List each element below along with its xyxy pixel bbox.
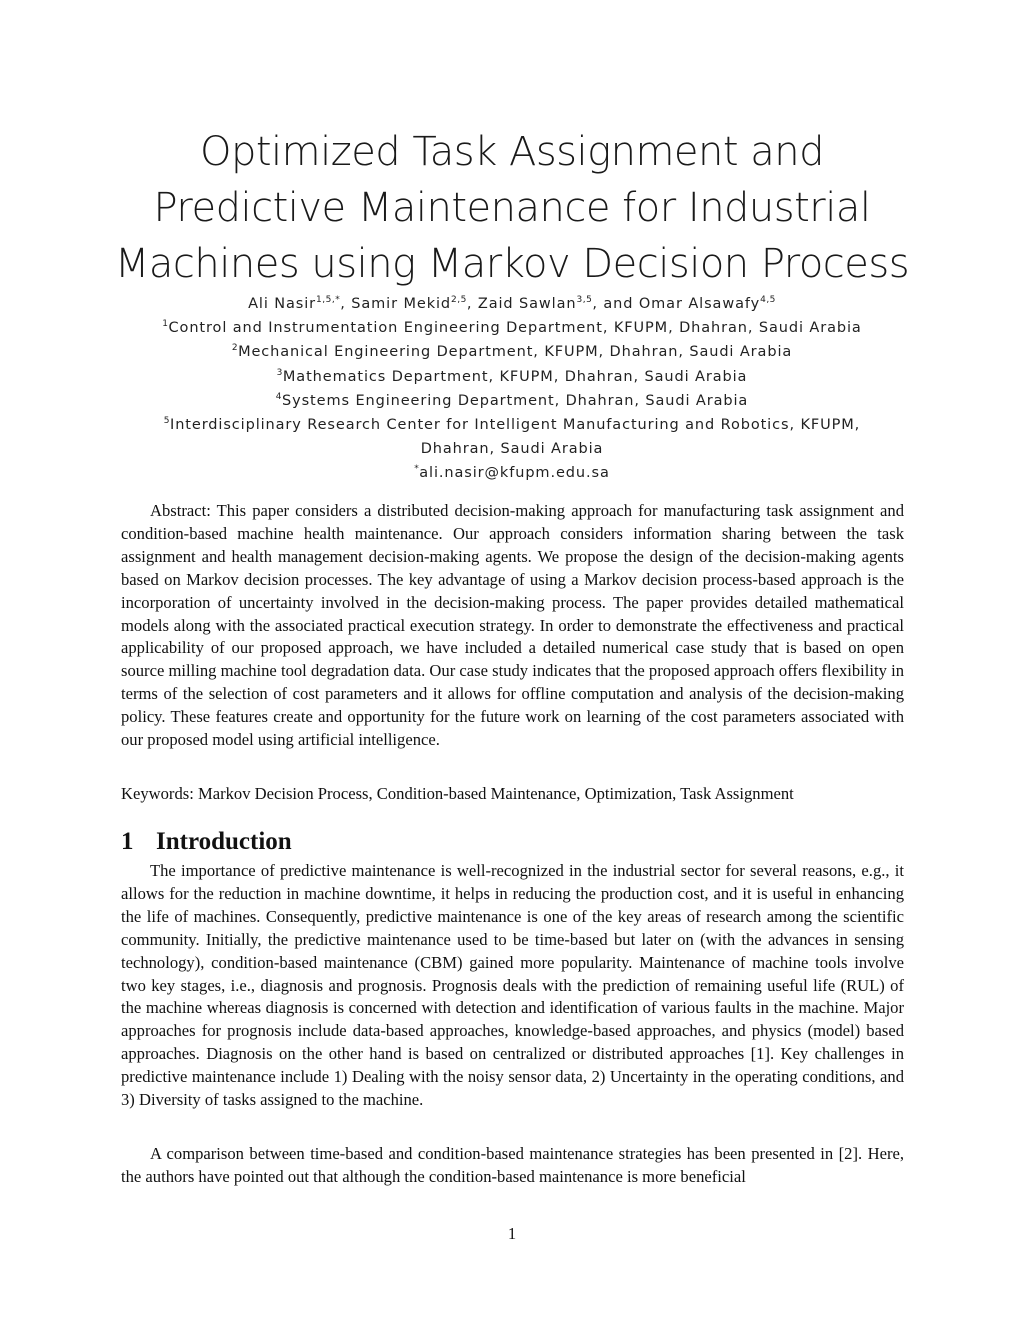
section-heading [121, 826, 292, 858]
affiliation-marker: 3 [276, 367, 283, 378]
author-marker: 3,5 [576, 295, 593, 305]
affiliation-5 [110, 413, 914, 437]
author-name: , Samir Mekid [340, 296, 452, 312]
affiliation-marker: 1 [162, 319, 169, 330]
paper-title [100, 124, 924, 292]
intro-paragraph-2: A comparison between time-based and condition-based maintenance strategies has been presented in [2]. Here, the authors have pointed out that although the condition-based maintenance is more beneficial [121, 1144, 904, 1186]
affiliation-marker: 2 [231, 343, 239, 354]
title-line-2: Predictive Maintenance for Industrial [153, 185, 871, 231]
affiliation-text: Mathematics Department, KFUPM, Dhahran, Saudi Arabia [282, 368, 748, 385]
section-title: Introduction [156, 828, 292, 855]
author-marker: 1,5,* [316, 295, 341, 305]
abstract: Abstract: This paper considers a distributed decision-making approach for manufacturing task assignment and condition-based machine health maintenance. Our approach considers information sharing between the task assignment and health management decision-making agents. We propose the design of the decision-making agents based on Markov decision processes. The key advantage of using a Markov decision process-based approach is the incorporation of uncertainty involved in the decision-making process. The paper provides detailed mathematical models along with the associated practical execution strategy. In order to demonstrate the effectiveness and practical applicability of our proposed approach, we have included a detailed numerical case study that is based on open source milling machine tool degradation data. Our case study indicates that the proposed approach offers flexibility in terms of the selection of cost parameters and it allows for offline computation and analysis of the decision-making policy. These features create and opportunity for the future work on learning of the cost parameters associated with our proposed model using artificial intelligence. [121, 501, 904, 750]
affiliation-4 [110, 389, 914, 413]
author-list [110, 292, 914, 316]
affiliation-5-cont: Dhahran, Saudi Arabia [420, 441, 604, 458]
corresponding-email [110, 461, 914, 485]
affiliation-text: Interdisciplinary Research Center for Intelligent Manufacturing and Robotics, KFUPM, [170, 417, 861, 434]
section-number: 1 [121, 828, 134, 855]
title-line-1: Optimized Task Assignment and [199, 129, 825, 175]
author-marker: 4,5 [760, 295, 776, 305]
email-address: ali.nasir@kfupm.edu.sa [419, 465, 610, 482]
author-marker: 2,5 [451, 295, 467, 305]
affiliation-text: Mechanical Engineering Department, KFUPM, Dhahran, Saudi Arabia [238, 344, 793, 361]
affiliation-text: Systems Engineering Department, Dhahran, Saudi Arabia [282, 392, 749, 409]
affiliation-2 [110, 340, 914, 364]
author-name: Ali Nasir [248, 296, 317, 312]
affiliation-3 [110, 365, 914, 389]
keywords: Keywords: Markov Decision Process, Condition-based Maintenance, Optimization, Task Assignment [121, 784, 794, 803]
affiliation-marker: 5 [163, 416, 171, 427]
email-marker: * [414, 464, 420, 475]
page-number: 1 [507, 1224, 517, 1243]
author-block [110, 292, 914, 486]
affiliation-marker: 4 [275, 391, 283, 402]
author-name: , Zaid Sawlan [466, 296, 577, 312]
title-line-3: Machines using Markov Decision Process [114, 241, 910, 287]
affiliation-text: Control and Instrumentation Engineering Department, KFUPM, Dhahran, Saudi Arabia [168, 320, 862, 337]
intro-paragraph-1: The importance of predictive maintenance is well-recognized in the industrial sector for several reasons, e.g., it allows for the reduction in machine downtime, it helps in reducing the production cost, and it is useful in enhancing the life of machines. Consequently, predictive maintenance is one of the key areas of research among the scientific community. Initially, the predictive maintenance used to be time-based but later on (with the advances in sensing technology), condition-based maintenance (CBM) gained more popularity. Maintenance of machine tools involve two key stages, i.e., diagnosis and prognosis. Prognosis deals with the prediction of remaining useful life (RUL) of the machine whereas diagnosis is concerned with detection and identification of various faults in the machine. Major approaches for prognosis include data-based approaches, knowledge-based approaches, and physics (model) based approaches. Diagnosis on the other hand is based on centralized or distributed approaches [1]. Key challenges in predictive maintenance include 1) Dealing with the noisy sensor data, 2) Uncertainty in the operating conditions, and 3) Diversity of tasks assigned to the machine. [121, 861, 904, 1110]
affiliation-1 [110, 316, 914, 340]
author-name: , and Omar Alsawafy [592, 296, 761, 312]
